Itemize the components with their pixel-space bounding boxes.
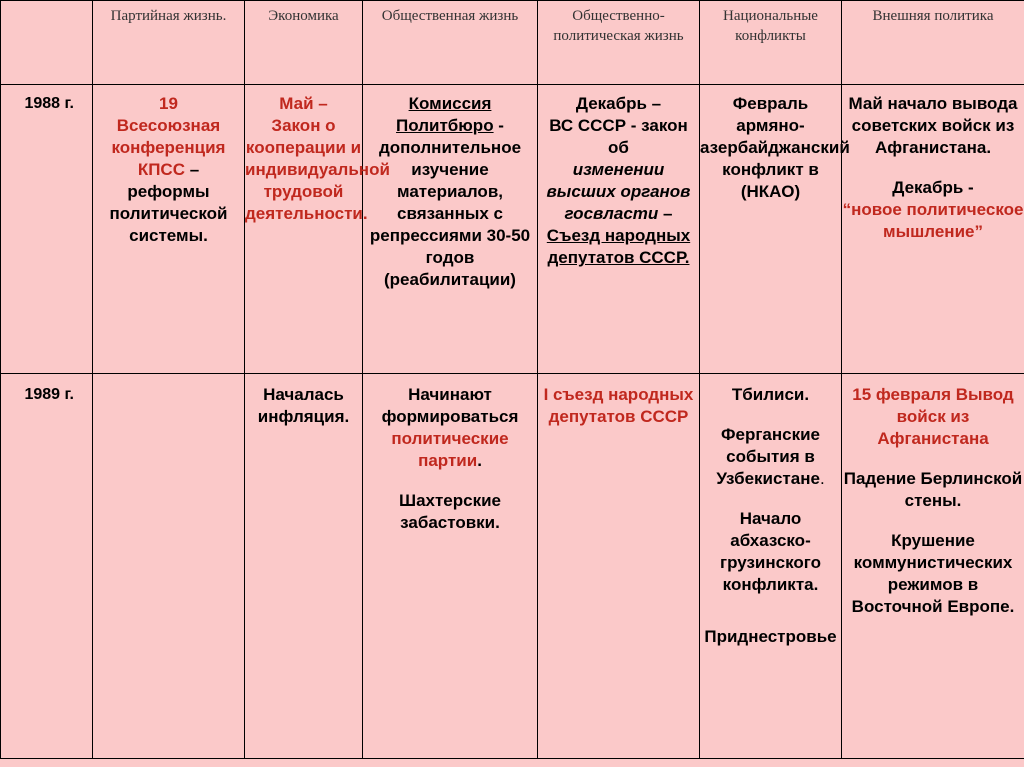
cell-text: Комиссия Политбюро - (396, 94, 504, 135)
cell-text: Ферганские события в Узбекистане. (716, 425, 825, 488)
cell-economy (245, 374, 363, 759)
cell-national (700, 85, 850, 374)
cell-foreign (842, 374, 1024, 759)
cell-text: Съезд народных депутатов СССР. (546, 226, 691, 267)
cell-text: реформы политической системы. (109, 182, 228, 245)
cell-national (700, 374, 842, 759)
cell-text: изменении высших органов госвласти – (546, 160, 691, 223)
cell-text: Май начало вывода советских войск из Афганистана. (848, 94, 1018, 157)
cell-text: Крушение коммунистических режимов в Восточной Европе. (851, 531, 1015, 616)
header-row (1, 1, 1024, 85)
cell-text: Декабрь – (575, 94, 662, 113)
cell-sociopolitical (538, 374, 700, 759)
header-cell-party: Партийная жизнь. (93, 1, 245, 85)
cell-party (93, 374, 245, 759)
cell-text: Начало абхазско-грузинского конфликта. (719, 509, 821, 594)
cell-text: Падение Берлинской стены. (843, 469, 1023, 510)
cell-text: армяно-азербайджанский конфликт в (700, 116, 850, 179)
cell-economy (245, 85, 390, 374)
year-cell: 1988 г. (1, 85, 93, 374)
cell-text: Началась инфляция. (257, 385, 350, 426)
cell-text: Февраль (732, 94, 809, 113)
cell-text: (НКАО) (740, 182, 801, 201)
cell-text: 19 (159, 94, 178, 113)
cell-social (363, 85, 538, 374)
cell-sociopolitical (538, 85, 700, 374)
header-cell-year (1, 1, 93, 85)
cell-text: Закон о кооперации и индивидуальной (245, 116, 390, 179)
header-cell-sociopolitical: Общественно-политическая жизнь (538, 1, 700, 85)
cell-text: 15 февраля Вывод войск из Афганистана (852, 385, 1014, 448)
cell-text: трудовой деятельности. (245, 182, 368, 223)
header-cell-national: Национальные конфликты (700, 1, 842, 85)
cell-text: Начинают формироваться политические партии. (381, 385, 519, 470)
cell-foreign (842, 85, 1024, 374)
cell-text: Всесоюзная конференция КПСС – (111, 116, 226, 179)
cell-party (93, 85, 245, 374)
cell-social (363, 374, 538, 759)
table-row (1, 374, 1024, 759)
cell-text: Декабрь - (892, 178, 974, 197)
cell-text: Тбилиси. (731, 385, 810, 404)
cell-text: ВС СССР - закон об (549, 116, 688, 157)
cell-text: дополнительное изучение материалов, связанных с репрессиями 30-50 годов (реабилитации) (369, 138, 531, 289)
cell-text: Приднестровье (704, 627, 837, 646)
cell-text: Май – (279, 94, 328, 113)
year-cell: 1989 г. (1, 374, 93, 759)
header-cell-foreign: Внешняя политика (842, 1, 1024, 85)
cell-text: Шахтерские забастовки. (398, 491, 502, 532)
table-row (1, 85, 1024, 374)
cell-text: “новое политическое мышление” (842, 200, 1024, 241)
header-cell-social: Общественная жизнь (363, 1, 538, 85)
header-cell-economy: Экономика (245, 1, 363, 85)
cell-text: I съезд народных депутатов СССР (543, 385, 694, 426)
